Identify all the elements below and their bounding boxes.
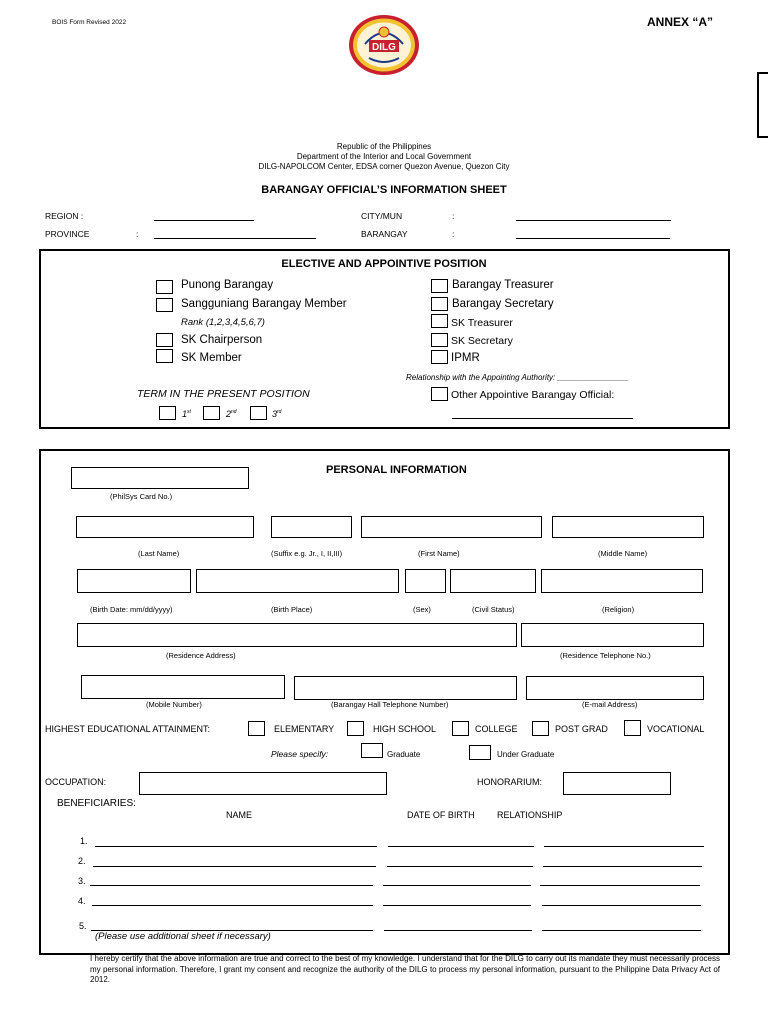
ben-row-number: 1. [80, 836, 88, 846]
religion-caption: (Religion) [602, 605, 635, 614]
term-label: TERM IN THE PRESENT POSITION [137, 388, 310, 400]
page-title: BARANGAY OFFICIAL’S INFORMATION SHEET [261, 184, 507, 196]
please-specify-label: Please specify: [271, 749, 329, 759]
elementary-checkbox[interactable] [248, 721, 265, 736]
term-3-checkbox[interactable] [250, 406, 267, 420]
post-grad-checkbox[interactable] [532, 721, 549, 736]
barangay-hall-phone-input[interactable] [294, 676, 517, 700]
sk-secretary-label: SK Secretary [451, 335, 513, 347]
rank-label: Rank (1,2,3,4,5,6,7) [181, 317, 265, 328]
honorarium-input[interactable] [563, 772, 671, 795]
barangay-colon: : [452, 229, 455, 239]
middle-name-input[interactable] [552, 516, 704, 538]
ben-name-field[interactable] [93, 866, 376, 867]
religion-input[interactable] [541, 569, 703, 593]
sex-caption: (Sex) [413, 605, 431, 614]
vocational-label: VOCATIONAL [647, 724, 705, 734]
civil-status-input[interactable] [450, 569, 536, 593]
sk-chairperson-checkbox[interactable] [156, 333, 173, 347]
ben-row-number: 5. [79, 921, 87, 931]
suffix-input[interactable] [271, 516, 352, 538]
province-field[interactable] [154, 238, 316, 239]
ben-dob-field[interactable] [387, 866, 533, 867]
province-label: PROVINCE [45, 229, 90, 239]
undergraduate-checkbox[interactable] [469, 745, 491, 760]
ben-row-number: 4. [78, 896, 86, 906]
republic-line: Republic of the Philippines [336, 142, 432, 151]
suffix-caption: (Suffix e.g. Jr., I, II,III) [271, 549, 343, 558]
barangay-field[interactable] [516, 238, 670, 239]
treasurer-label: Barangay Treasurer [452, 279, 554, 291]
philsys-caption: (PhilSys Card No.) [110, 492, 173, 501]
form-code: BOIS Form Revised 2022 [52, 19, 127, 26]
additional-sheet-note: (Please use additional sheet if necessary) [95, 931, 271, 942]
sk-member-label: SK Member [181, 352, 242, 364]
annex-label: ANNEX “A” [647, 15, 714, 29]
residence-address-caption: (Residence Address) [166, 651, 236, 660]
ipmr-checkbox[interactable] [431, 350, 448, 364]
barangay-hall-phone-caption: (Barangay Hall Telephone Number) [331, 700, 449, 709]
position-section [39, 249, 730, 429]
birth-place-input[interactable] [196, 569, 399, 593]
term-3-label: 3rd [272, 409, 282, 419]
last-name-input[interactable] [76, 516, 254, 538]
ben-name-field[interactable] [92, 905, 373, 906]
ben-relationship-header: RELATIONSHIP [497, 810, 563, 820]
certification-text: I hereby certify that the above information are true and correct to the best of my knowledge. I understand that for the DILG to carry out its mandate they must necessarily process my personal information. Therefore, I grant my consent and recognize the authority of the DILG to process my personal information, pursuant to the Philippine Data Privacy Act of 2012. [90, 954, 720, 984]
city-colon: : [452, 211, 455, 221]
province-colon: : [136, 229, 139, 239]
sk-chairperson-label: SK Chairperson [181, 334, 263, 346]
other-official-field[interactable] [452, 418, 633, 419]
ben-relationship-field[interactable] [544, 846, 704, 847]
post-grad-label: POST GRAD [555, 724, 608, 734]
department-line: Department of the Interior and Local Government [296, 152, 472, 161]
birth-date-input[interactable] [77, 569, 191, 593]
term-2-label: 2nd [226, 409, 237, 419]
address-line: DILG-NAPOLCOM Center, EDSA corner Quezon Avenue, Quezon City [258, 162, 510, 171]
graduate-label: Graduate [387, 750, 421, 759]
ben-name-header: NAME [226, 810, 253, 820]
ben-row-number: 2. [78, 856, 86, 866]
position-heading: ELECTIVE AND APPOINTIVE POSITION [281, 258, 487, 270]
high-school-checkbox[interactable] [347, 721, 364, 736]
term-1-label: 1st [182, 409, 191, 419]
sk-treasurer-label: SK Treasurer [451, 317, 513, 329]
other-official-label: Other Appointive Barangay Official: [451, 389, 615, 401]
term-1-checkbox[interactable] [159, 406, 176, 420]
sk-member-checkbox[interactable] [156, 349, 173, 363]
occupation-label: OCCUPATION: [45, 777, 107, 787]
sk-secretary-checkbox[interactable] [431, 333, 448, 347]
beneficiaries-label: BENEFICIARIES: [57, 798, 136, 809]
last-name-caption: (Last Name) [138, 549, 180, 558]
occupation-input[interactable] [139, 772, 387, 795]
education-label: HIGHEST EDUCATIONAL ATTAINMENT: [45, 724, 211, 734]
college-label: COLLEGE [475, 724, 518, 734]
sex-input[interactable] [405, 569, 446, 593]
birth-date-caption: (Birth Date: mm/dd/yyyy) [90, 605, 173, 614]
logo-text: DILG [372, 42, 396, 53]
ben-relationship-field[interactable] [540, 885, 700, 886]
corner-box [757, 72, 768, 138]
ben-dob-field[interactable] [388, 846, 534, 847]
relationship-label: Relationship with the Appointing Authority: ________________ [406, 373, 629, 382]
email-caption: (E-mail Address) [582, 700, 638, 709]
sk-treasurer-checkbox[interactable] [431, 314, 448, 328]
dilg-logo [347, 14, 421, 76]
birth-place-caption: (Birth Place) [271, 605, 313, 614]
elementary-label: ELEMENTARY [274, 724, 335, 734]
sb-member-label: Sangguniang Barangay Member [181, 298, 347, 310]
middle-name-caption: (Middle Name) [598, 549, 648, 558]
undergraduate-label: Under Graduate [497, 750, 555, 759]
residence-address-input[interactable] [77, 623, 517, 647]
vocational-checkbox[interactable] [624, 720, 641, 736]
ben-dob-field[interactable] [383, 905, 531, 906]
first-name-caption: (First Name) [418, 549, 460, 558]
city-label: CITY/MUN [361, 211, 403, 221]
ben-relationship-field[interactable] [542, 905, 701, 906]
college-checkbox[interactable] [452, 721, 469, 736]
other-official-checkbox[interactable] [431, 387, 448, 401]
ben-dob-field[interactable] [383, 885, 531, 886]
personal-heading: PERSONAL INFORMATION [326, 464, 467, 476]
barangay-label: BARANGAY [361, 229, 408, 239]
punong-barangay-checkbox[interactable] [156, 280, 173, 294]
ben-dob-field[interactable] [384, 930, 532, 931]
ben-dob-header: DATE OF BIRTH [407, 810, 475, 820]
honorarium-label: HONORARIUM: [477, 777, 542, 787]
email-input[interactable] [526, 676, 704, 700]
ben-name-field[interactable] [90, 885, 373, 886]
graduate-checkbox[interactable] [361, 743, 383, 758]
residence-phone-caption: (Residence Telephone No.) [560, 651, 651, 660]
secretary-checkbox[interactable] [431, 297, 448, 311]
treasurer-checkbox[interactable] [431, 279, 448, 293]
city-field[interactable] [516, 220, 671, 221]
term-2-checkbox[interactable] [203, 406, 220, 420]
first-name-input[interactable] [361, 516, 542, 538]
mobile-input[interactable] [81, 675, 285, 699]
high-school-label: HIGH SCHOOL [373, 724, 437, 734]
civil-status-caption: (Civil Status) [472, 605, 515, 614]
sb-member-checkbox[interactable] [156, 298, 173, 312]
region-label: REGION : [45, 211, 84, 221]
secretary-label: Barangay Secretary [452, 298, 554, 310]
philsys-input[interactable] [71, 467, 249, 489]
ben-name-field[interactable] [95, 846, 377, 847]
region-field[interactable] [154, 220, 254, 221]
residence-phone-input[interactable] [521, 623, 704, 647]
punong-barangay-label: Punong Barangay [181, 279, 274, 291]
ben-relationship-field[interactable] [542, 930, 701, 931]
ipmr-label: IPMR [451, 352, 480, 364]
ben-relationship-field[interactable] [543, 866, 702, 867]
ben-row-number: 3. [78, 876, 86, 886]
mobile-caption: (Mobile Number) [146, 700, 202, 709]
